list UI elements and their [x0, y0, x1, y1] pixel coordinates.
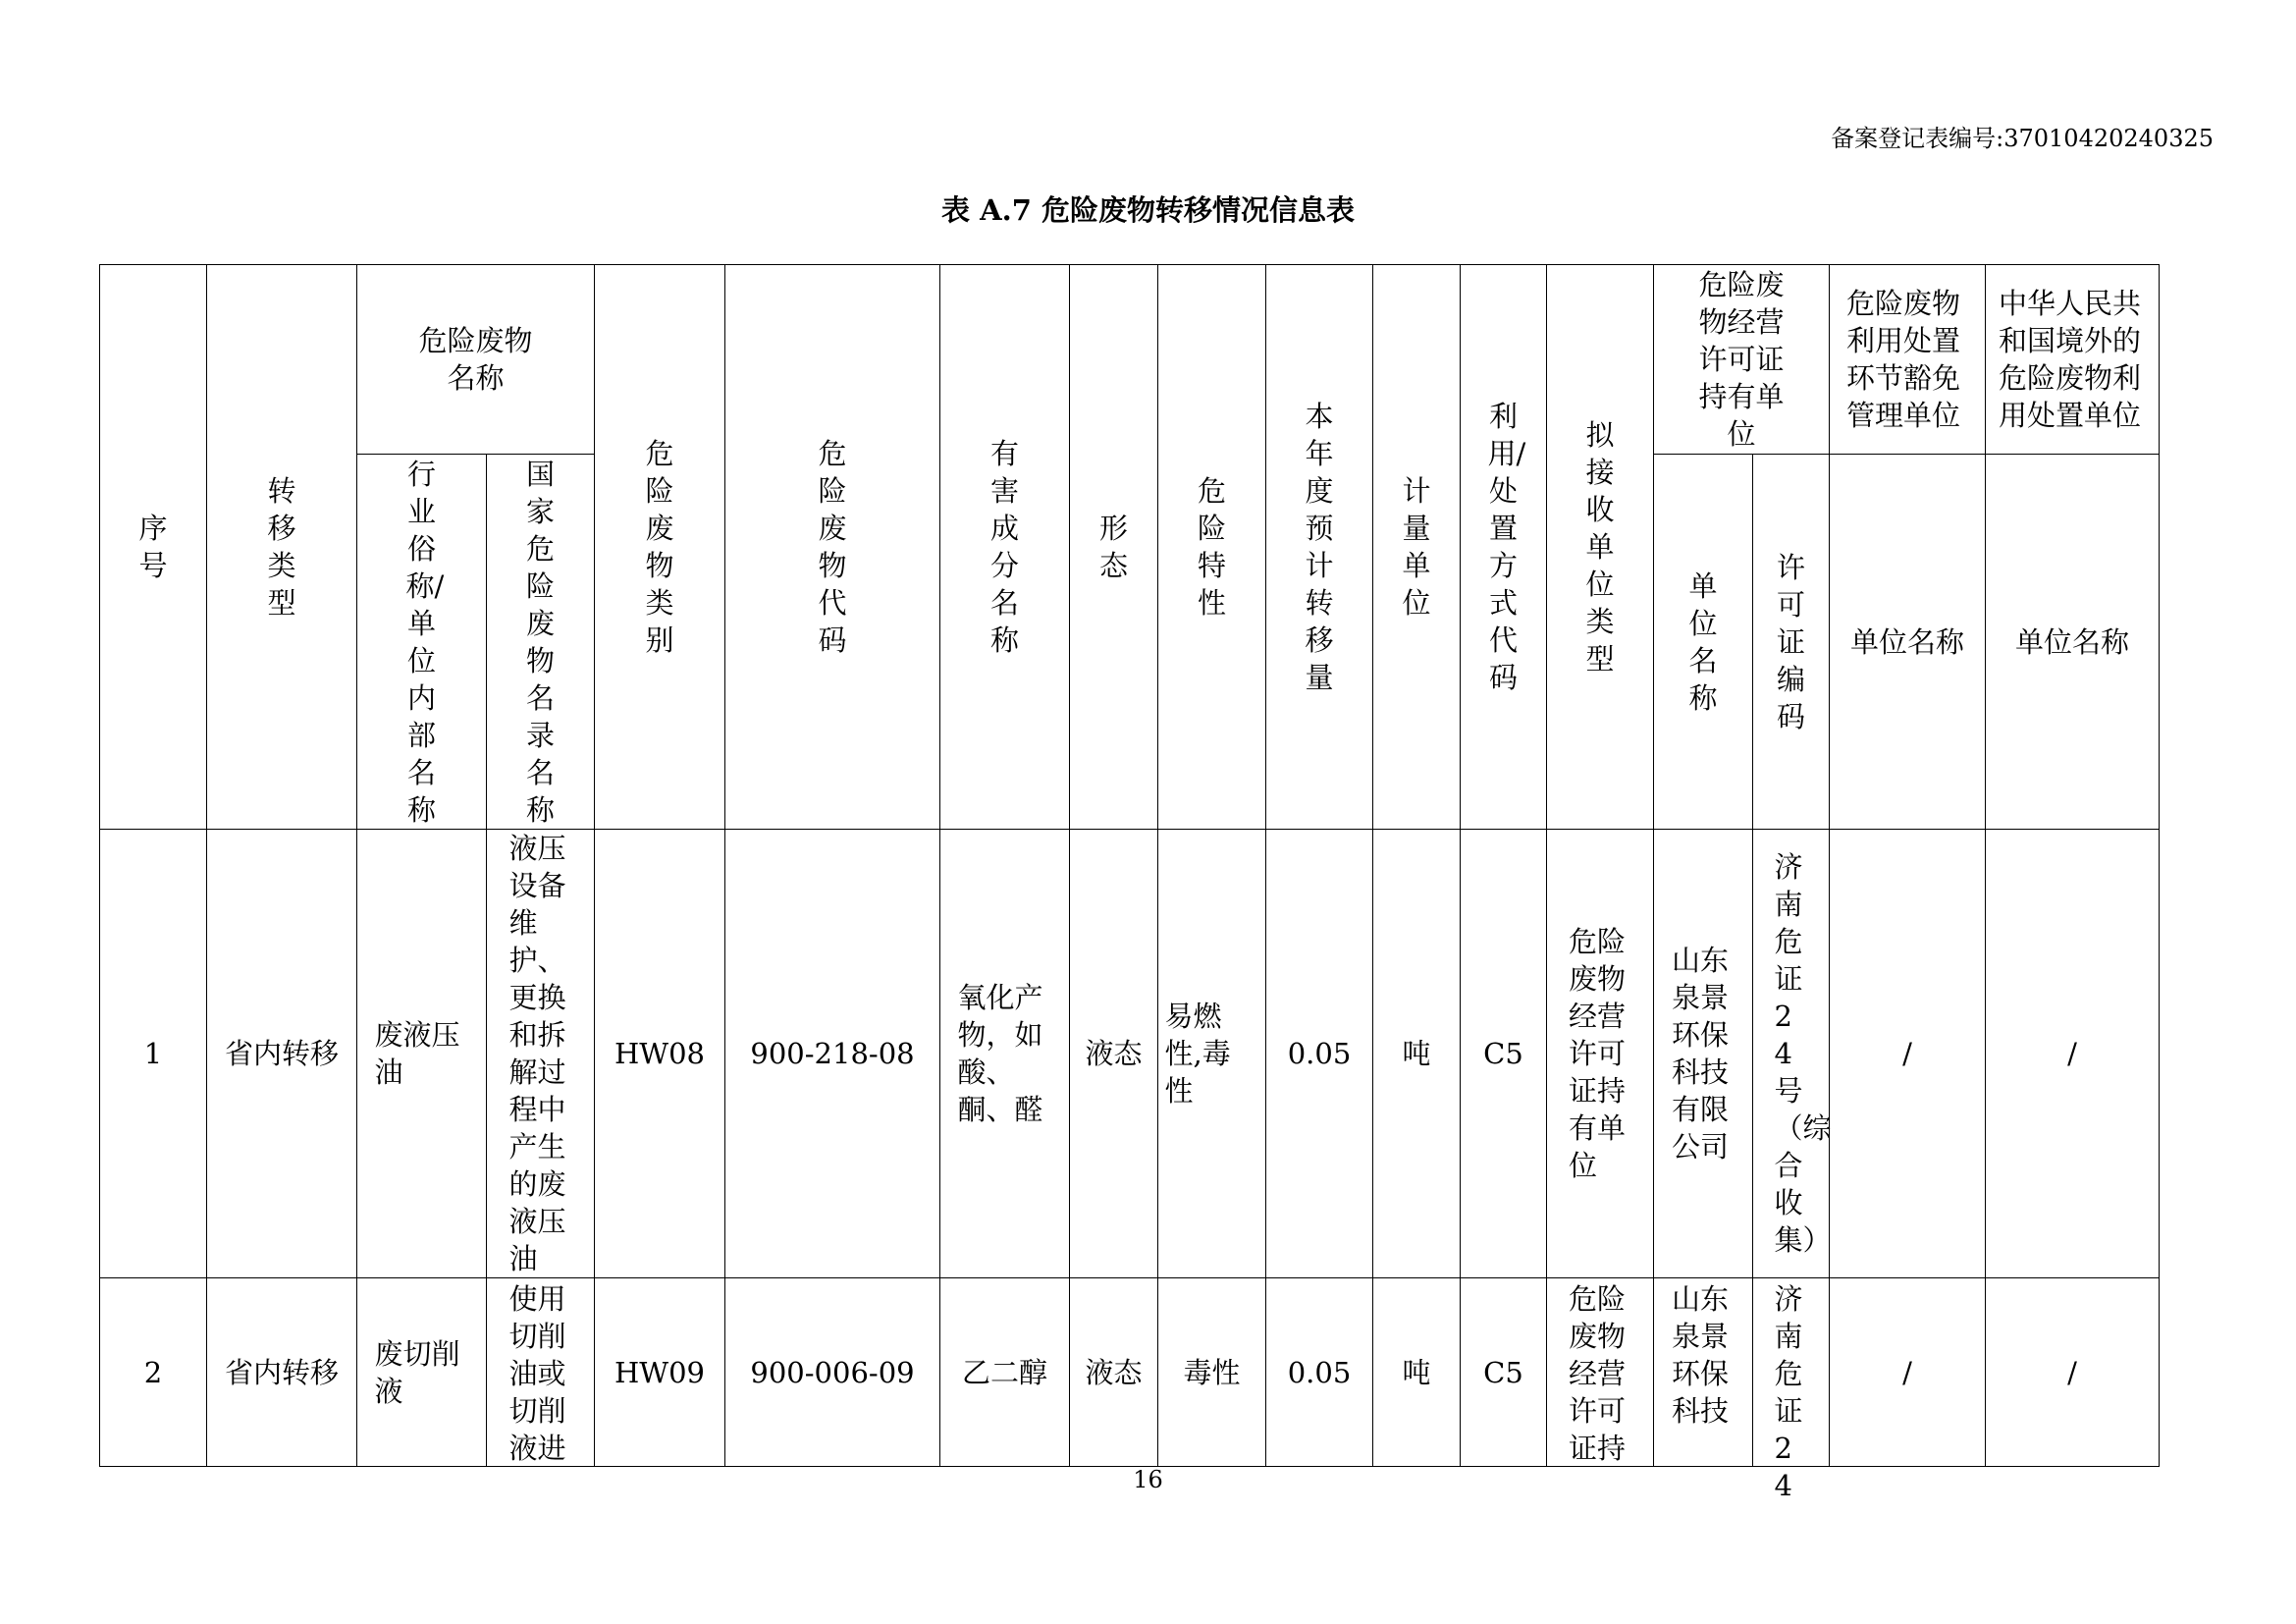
table-row: [100, 830, 2160, 1278]
cell-harmful: 乙二醇: [940, 1278, 1070, 1467]
col-header-foreign-group: 中华人民共和国境外的危险废物利用处置单位: [1986, 265, 2160, 455]
cell-amount: 0.05: [1266, 1278, 1373, 1467]
registration-number: 备案登记表编号:37010420240325: [1831, 125, 2214, 152]
cell-foreign-unit: /: [1986, 830, 2160, 1278]
cell-code: 900-218-08: [725, 830, 940, 1278]
col-header-hazard: 危险特性: [1158, 265, 1266, 830]
col-header-exempt-group: 危险废物利用处置环节豁免管理单位: [1830, 265, 1986, 455]
cell-unit: 吨: [1373, 830, 1461, 1278]
col-header-exempt-unit-name: 单位名称: [1830, 455, 1986, 830]
cell-harmful: 氧化产物，如酸、酮、醛: [940, 830, 1070, 1278]
col-header-license-no: 许可证编码: [1753, 455, 1830, 830]
col-header-harmful: 有害成分名称: [940, 265, 1070, 830]
col-header-receiver-type: 拟接收单位类型: [1547, 265, 1654, 830]
col-header-transfer-type: 转移类型: [207, 265, 357, 830]
cell-license-no: 济南危证24号（综合收集）: [1753, 830, 1830, 1278]
cell-transfer-type: 省内转移: [207, 830, 357, 1278]
cell-unit: 吨: [1373, 1278, 1461, 1467]
col-header-foreign-unit-name: 单位名称: [1986, 455, 2160, 830]
cell-amount: 0.05: [1266, 830, 1373, 1278]
cell-license-unit: 山东泉景环保科技有限公司: [1654, 830, 1753, 1278]
col-header-seq: 序号: [100, 265, 207, 830]
col-header-category: 危险废物类别: [595, 265, 725, 830]
cell-seq: 2: [100, 1278, 207, 1467]
table-title: 表 A.7 危险废物转移情况信息表: [941, 193, 1355, 227]
col-header-license-unit-name: 单位名称: [1654, 455, 1753, 830]
cell-national-name: 使用切削油或切削液进: [487, 1278, 595, 1467]
header-row-1: [100, 265, 2160, 455]
col-header-license-group: 危险废物经营许可证持有单位: [1654, 265, 1830, 455]
cell-seq: 1: [100, 830, 207, 1278]
col-header-code: 危险废物代码: [725, 265, 940, 830]
col-header-industry-name: 行业俗称/单位内部名称: [357, 455, 487, 830]
cell-receiver-type: 危险废物经营许可证持有单位: [1547, 830, 1654, 1278]
cell-form: 液态: [1070, 1278, 1158, 1467]
cell-category: HW08: [595, 830, 725, 1278]
cell-method: C5: [1461, 830, 1547, 1278]
col-header-waste-name-group: 危险废物名称: [357, 265, 595, 455]
cell-exempt-unit: /: [1830, 830, 1986, 1278]
cell-industry-name: 废液压油: [357, 830, 487, 1278]
cell-license-no: 济南危证24: [1753, 1278, 1830, 1467]
cell-industry-name: 废切削液: [357, 1278, 487, 1467]
cell-form: 液态: [1070, 830, 1158, 1278]
cell-transfer-type: 省内转移: [207, 1278, 357, 1467]
cell-method: C5: [1461, 1278, 1547, 1467]
col-header-national-name: 国家危险废物名录名称: [487, 455, 595, 830]
col-header-form: 形态: [1070, 265, 1158, 830]
cell-national-name: 液压设备维护、更换和拆解过程中产生的废液压油: [487, 830, 595, 1278]
page-number: 16: [1133, 1466, 1163, 1493]
cell-code: 900-006-09: [725, 1278, 940, 1467]
table-row: [100, 1278, 2160, 1467]
cell-exempt-unit: /: [1830, 1278, 1986, 1467]
col-header-amount: 本年度预计转移量: [1266, 265, 1373, 830]
cell-foreign-unit: /: [1986, 1278, 2160, 1467]
cell-receiver-type: 危险废物经营许可证持: [1547, 1278, 1654, 1467]
col-header-unit: 计量单位: [1373, 265, 1461, 830]
cell-license-unit: 山东泉景环保科技: [1654, 1278, 1753, 1467]
cell-hazard: 易燃性,毒性: [1158, 830, 1266, 1278]
cell-category: HW09: [595, 1278, 725, 1467]
col-header-method: 利用/处置方式代码: [1461, 265, 1547, 830]
cell-hazard: 毒性: [1158, 1278, 1266, 1467]
